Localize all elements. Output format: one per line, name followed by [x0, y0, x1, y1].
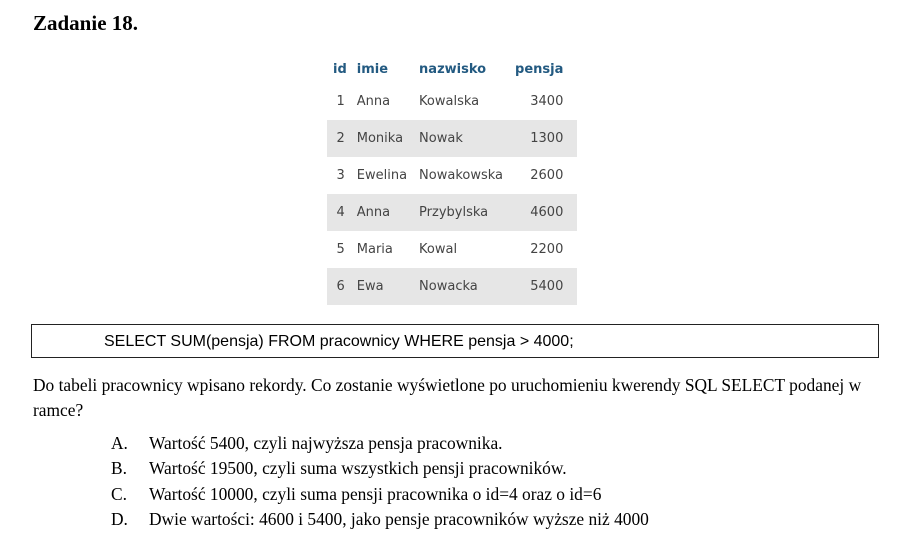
cell-nazwisko: Nowakowska: [413, 157, 509, 194]
cell-pensja: 2200: [509, 231, 577, 268]
option-text: Dwie wartości: 4600 i 5400, jako pensje pracowników wyższe niż 4000: [149, 508, 649, 529]
sql-query-text: SELECT SUM(pensja) FROM pracownicy WHERE pensja > 4000;: [104, 333, 574, 350]
option-text: Wartość 19500, czyli suma wszystkich pensji pracowników.: [149, 458, 567, 479]
option-letter: A.: [111, 433, 128, 453]
table-row: [327, 157, 577, 194]
cell-id: 5: [327, 231, 351, 268]
cell-pensja: 1300: [509, 120, 577, 157]
cell-imie: Anna: [351, 194, 413, 231]
cell-id: 1: [327, 83, 351, 120]
header-imie: imie: [351, 56, 413, 83]
cell-imie: Monika: [351, 120, 413, 157]
header-id: id: [327, 56, 351, 83]
cell-id: 2: [327, 120, 351, 157]
table-row: [327, 268, 577, 305]
cell-id: 6: [327, 268, 351, 305]
cell-imie: Ewa: [351, 268, 413, 305]
option-text: Wartość 10000, czyli suma pensji pracownika o id=4 oraz o id=6: [149, 483, 602, 504]
option-text: Wartość 5400, czyli najwyższa pensja pracownika.: [149, 433, 503, 453]
table-row: [327, 83, 577, 120]
cell-id: 3: [327, 157, 351, 194]
table-row: [327, 231, 577, 268]
cell-imie: Ewelina: [351, 157, 413, 194]
header-nazwisko: nazwisko: [413, 56, 509, 83]
cell-nazwisko: Przybylska: [413, 194, 509, 231]
sql-query-box: [31, 324, 879, 358]
employees-table: [327, 56, 577, 305]
table-header-row: [327, 56, 577, 83]
option-d: [111, 507, 649, 532]
answer-options: [111, 431, 649, 532]
cell-pensja: 2600: [509, 157, 577, 194]
cell-pensja: 5400: [509, 268, 577, 305]
option-a: [111, 431, 649, 456]
cell-nazwisko: Nowak: [413, 120, 509, 157]
option-b: [111, 456, 649, 481]
header-pensja: pensja: [509, 56, 577, 83]
cell-pensja: 3400: [509, 83, 577, 120]
task-title: Zadanie 18.: [33, 11, 139, 35]
cell-imie: Maria: [351, 231, 413, 268]
cell-nazwisko: Kowalska: [413, 83, 509, 120]
option-letter: B.: [111, 458, 127, 479]
cell-imie: Anna: [351, 83, 413, 120]
cell-pensja: 4600: [509, 194, 577, 231]
table-row: [327, 194, 577, 231]
option-letter: C.: [111, 483, 127, 504]
cell-id: 4: [327, 194, 351, 231]
option-c: [111, 482, 649, 507]
cell-nazwisko: Nowacka: [413, 268, 509, 305]
table-row: [327, 120, 577, 157]
question-text: Do tabeli pracownicy wpisano rekordy. Co zostanie wyświetlone po uruchomieniu kwerendy SQL SELECT podanej w ramce?: [33, 375, 862, 420]
option-letter: D.: [111, 508, 128, 529]
cell-nazwisko: Kowal: [413, 231, 509, 268]
